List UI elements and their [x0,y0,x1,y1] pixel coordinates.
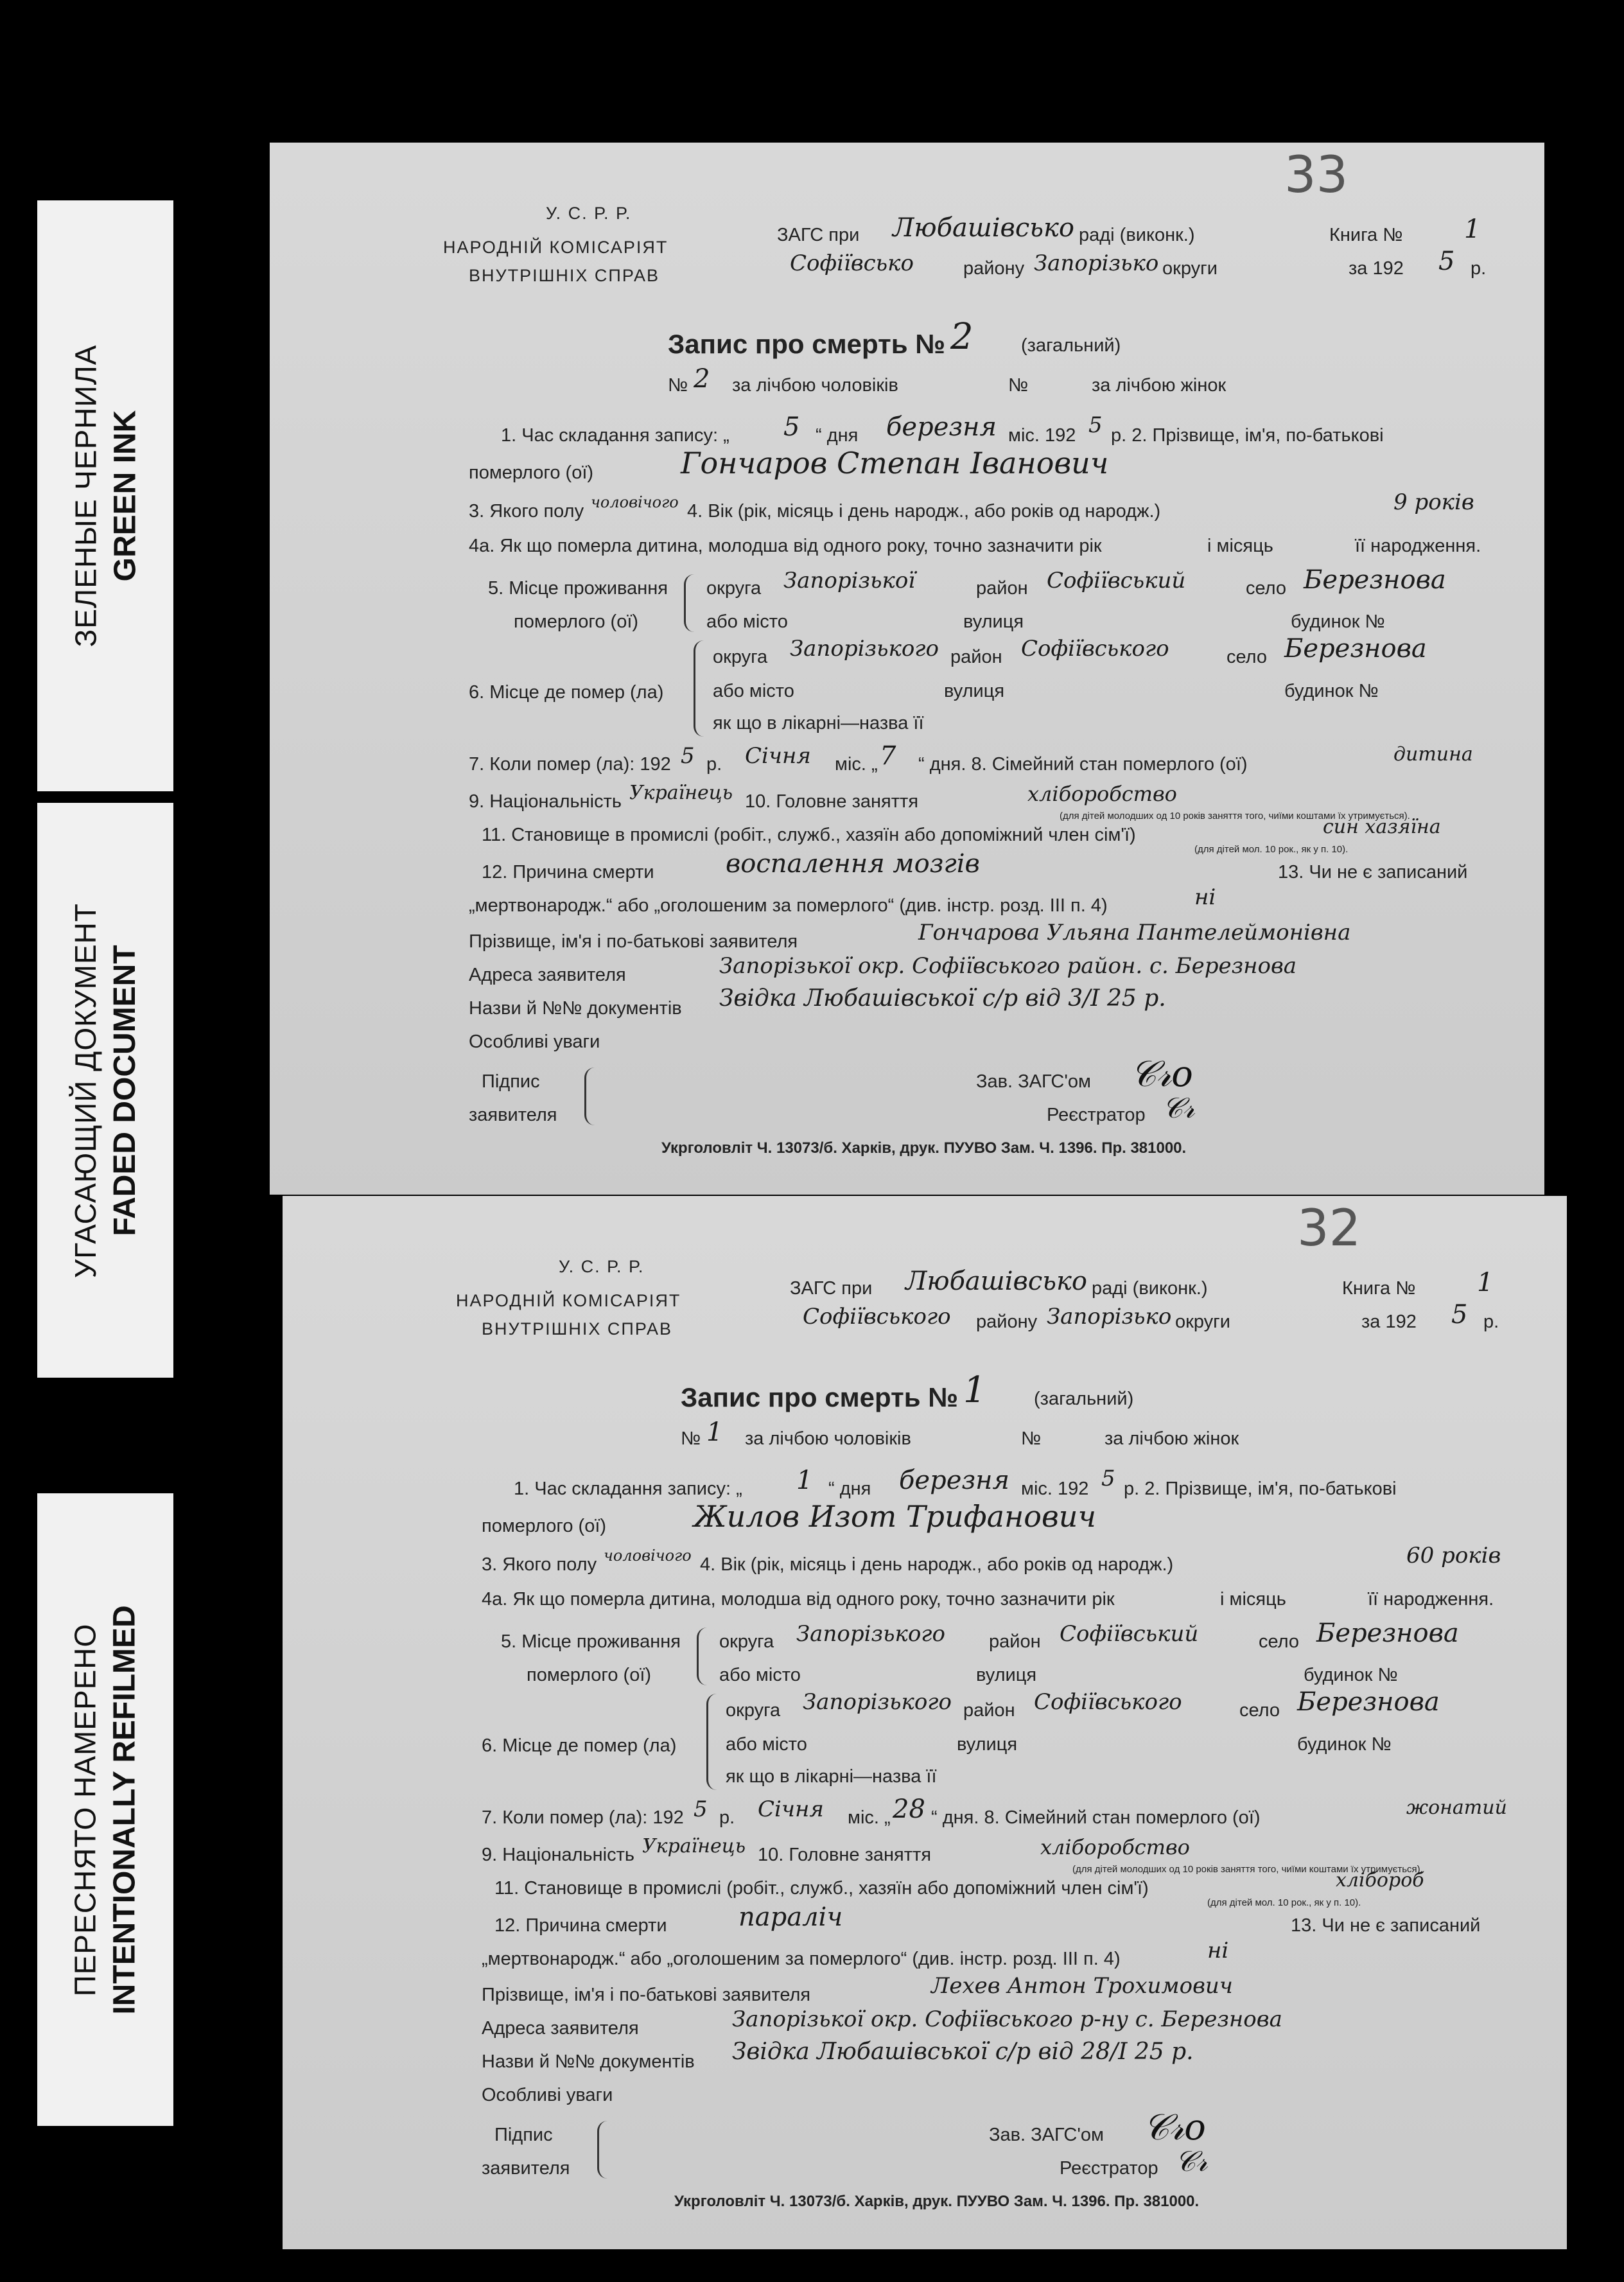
field-6-selo: Березнова [1297,1687,1440,1717]
signature-label-2: заявителя [482,2158,570,2179]
header-commissariat-dept: ВНУТРІШНІХ СПРАВ [482,1319,673,1338]
field-7-year: 5 [694,1796,708,1822]
field-6-raion-label: район [950,647,1002,667]
okruga-value: Запорізько [1034,250,1159,276]
field-8-label: “ дня. 8. Сімейний стан померлого (ої) [918,754,1248,775]
documents-value: Звідка Любашівської с/р від 3/І 25 р. [719,985,1166,1012]
field-5-selo-label: село [1246,578,1287,599]
field-5-brace [684,574,697,632]
signature-brace [597,2121,610,2179]
field-4a-end: її народження. [1368,1589,1494,1610]
field-7-month: Січня [758,1796,824,1822]
header-ussr: У. С. Р. Р. [546,204,632,223]
field-10-note: (для дітей молодших од 10 років заняття того, чиїми коштами їх утримується). [1060,811,1410,821]
count-female-label: за лічбою жінок [1092,375,1227,396]
field-5-selo: Березнова [1316,1619,1459,1648]
field-9-nationality: Українець [642,1835,746,1857]
field-6-selo-label: село [1239,1700,1280,1721]
field-7-year: 5 [681,743,695,769]
field-5-raion-label: район [976,578,1028,599]
field-6-street-label: вулиця [957,1734,1018,1755]
field-5-okruga-label: округа [706,578,762,599]
field-12-cause: воспалення мозгів [726,849,980,879]
address-label: Адреса заявителя [469,965,626,985]
side-label-refilmed [37,1493,173,2126]
field-5-label: 5. Місце проживання [501,1631,681,1652]
field-1-year: 5 [1101,1466,1115,1491]
notes-label: Особливі уваги [482,2085,613,2105]
count-female-no: № [1008,375,1029,396]
page-number: 33 [1284,146,1349,204]
field-3-label: 3. Якого полу [482,1554,597,1575]
field-6-misto-label: або місто [726,1734,807,1755]
field-11-note: (для дітей мол. 10 рок., як у п. 10). [1207,1897,1361,1908]
field-10-label: 10. Головне заняття [745,791,919,812]
field-5-selo-label: село [1259,1631,1300,1652]
okruga-value: Запорізько [1047,1304,1172,1330]
field-2-label: померлого (ої) [482,1516,607,1536]
field-7-label: 7. Коли помер (ла): 192 [469,754,671,775]
zags-council-suffix: раді (виконк.) [1079,225,1195,245]
side-label-green-ink [37,200,173,791]
signature-label-2: заявителя [469,1105,557,1125]
death-record-sheet [283,1196,1567,2249]
field-6-street-label: вулиця [944,681,1005,701]
field-6-hospital-label: як що в лікарні—назва її [713,713,924,733]
field-4-label: 4. Вік (рік, місяць і день народж., або років од народж.) [700,1554,1174,1575]
field-1-year: 5 [1088,412,1103,438]
count-no-label: № [681,1428,701,1449]
count-male-number: 2 [694,364,710,394]
field-6-okruga-label: округа [726,1700,781,1721]
registrar-signature: 𝒞𝓇 [1175,2145,1208,2178]
okruga-label: округи [1175,1312,1230,1332]
field-6-raion-label: район [963,1700,1015,1721]
field-6-brace [706,1694,719,1790]
book-number: 1 [1464,215,1481,244]
field-4-label: 4. Вік (рік, місяць і день народж., або років од народж.) [687,501,1161,522]
side-label-ru: УГАСАЮЩИЙ ДОКУМЕНТ [69,902,102,1278]
okruga-label: округи [1162,258,1218,279]
district-value: Софіївсько [790,250,914,276]
zags-council: Любашівсько [905,1267,1087,1296]
field-4a-month: і місяць [1220,1589,1286,1610]
side-label-en: INTENTIONALLY REFILMED [108,1604,143,2015]
declarant-name: Гончарова Ульяна Пантелеймонівна [918,920,1351,945]
header-ussr: У. С. Р. Р. [559,1257,645,1276]
district-label: району [976,1312,1038,1332]
book-label: Книга № [1342,1278,1416,1299]
field-6-house-label: будинок № [1284,681,1379,701]
field-5-label2: померлого (ої) [514,611,639,632]
side-label-en: GREEN INK [108,410,143,582]
record-title: Запис про смерть № [668,329,945,359]
field-1-label: 1. Час складання запису: „ [514,1479,742,1499]
field-13-question: „мертвонародж.“ або „оголошеним за померлого“ (див. інстр. розд. III п. 4) [482,1949,1121,1969]
registrar-label: Реєстратор [1060,2158,1158,2179]
district-value: Софіївського [803,1304,951,1330]
field-6-okruga: Запорізького [790,636,939,662]
print-footer: Укрголовліт Ч. 13073/б. Харків, друк. ПУУВО Зам. Ч. 1396. Пр. 381000. [674,2193,1200,2210]
field-1-day-label: “ дня [816,425,859,446]
record-title-suffix: (загальний) [1021,335,1121,356]
book-number: 1 [1477,1268,1494,1297]
field-5-selo: Березнова [1304,565,1446,595]
year-suffix: р. [1471,258,1487,279]
field-5-label2: померлого (ої) [527,1665,652,1685]
field-2-name: Гончаров Степан Іванович [681,446,1109,480]
year-label: за 192 [1349,258,1404,279]
record-number: 2 [950,316,974,358]
field-6-raion: Софіївського [1021,636,1169,662]
field-13-question: „мертвонародж.“ або „оголошеним за померлого“ (див. інстр. розд. III п. 4) [469,895,1108,916]
field-5-raion-label: район [989,1631,1041,1652]
field-6-brace [694,640,706,737]
declarant-name: Лехев Антон Трохимович [931,1973,1233,1999]
field-13-label: 13. Чи не є записаний [1291,1915,1481,1936]
field-6-hospital-label: як що в лікарні—назва її [726,1766,937,1787]
field-4-age: 60 років [1406,1543,1501,1568]
field-11-note: (для дітей мол. 10 рок., як у п. 10). [1194,844,1349,855]
field-6-label: 6. Місце де помер (ла) [469,682,664,703]
field-6-okruga: Запорізького [803,1689,952,1715]
field-1-month-label: міс. 192 [1021,1479,1089,1499]
field-5-okruga: Запорізького [796,1621,945,1647]
field-5-label: 5. Місце проживання [488,578,668,599]
year-label: за 192 [1361,1312,1417,1332]
field-7-r: р. [706,754,722,775]
field-6-label: 6. Місце де помер (ла) [482,1735,677,1756]
field-5-misto-label: або місто [719,1665,801,1685]
zags-head-signature: 𝒞𝓇𝑜 [1130,1053,1193,1095]
book-label: Книга № [1329,225,1403,245]
field-11-label: 11. Становище в промислі (робіт., служб., хазяїн або допоміжний член сім'ї) [494,1878,1149,1899]
field-5-okruga-label: округа [719,1631,774,1652]
record-title-suffix: (загальний) [1034,1389,1134,1409]
zags-council-suffix: раді (виконк.) [1092,1278,1208,1299]
field-5-street-label: вулиця [963,611,1024,632]
count-male-label: за лічбою чоловіків [732,375,898,396]
record-title: Запис про смерть № [681,1382,958,1412]
field-11-label: 11. Становище в промислі (робіт., служб., хазяїн або допоміжний член сім'ї) [482,825,1136,845]
header-commissariat: НАРОДНІЙ КОМІСАРІЯТ [443,238,668,257]
year-suffix: р. [1483,1312,1499,1332]
field-1-rest: р. 2. Прізвище, ім'я, по-батькові [1124,1479,1397,1499]
side-label-faded-document [37,803,173,1378]
field-4a-label: 4а. Як що померла дитина, молодша від одного року, точно зазначити рік [469,536,1102,556]
field-6-misto-label: або місто [713,681,794,701]
field-6-selo-label: село [1227,647,1268,667]
field-8-label: “ дня. 8. Сімейний стан померлого (ої) [931,1807,1261,1828]
field-10-note: (для дітей молодших од 10 років заняття того, чиїми коштами їх утримується). [1072,1864,1423,1875]
page-number: 32 [1297,1200,1361,1258]
field-5-raion: Софіївський [1060,1621,1199,1647]
field-4a-label: 4а. Як що померла дитина, молодша від одного року, точно зазначити рік [482,1589,1115,1610]
field-7-month: Січня [745,743,811,769]
zags-label: ЗАГС при [790,1278,873,1299]
year-value: 5 [1451,1300,1468,1330]
header-commissariat-dept: ВНУТРІШНІХ СПРАВ [469,266,660,285]
field-1-day-label: “ дня [828,1479,871,1499]
field-7-r: р. [719,1807,735,1828]
field-12-label: 12. Причина смерти [482,862,654,882]
field-7-month-label: міс. „ [848,1807,891,1828]
print-footer: Укрголовліт Ч. 13073/б. Харків, друк. ПУУВО Зам. Ч. 1396. Пр. 381000. [661,1139,1187,1157]
field-13-value: ні [1194,884,1216,910]
field-10-occupation: хліборобство [1040,1835,1190,1859]
field-6-raion: Софіївського [1034,1689,1182,1715]
signature-label: Підпис [494,2125,553,2145]
documents-label: Назви й №№ документів [469,998,682,1019]
count-male-label: за лічбою чоловіків [745,1428,911,1449]
field-8-marital: дитина [1393,743,1473,766]
address-label: Адреса заявителя [482,2018,639,2039]
zags-council: Любашівсько [893,213,1074,243]
field-5-street-label: вулиця [976,1665,1037,1685]
side-label-ru: ЗЕЛЕНЫЕ ЧЕРНИЛА [69,344,103,647]
field-1-month: березня [899,1466,1010,1495]
field-5-okruga: Запорізької [783,568,916,593]
field-5-misto-label: або місто [706,611,788,632]
signature-brace [584,1067,597,1125]
field-4-age: 9 років [1393,489,1474,515]
field-7-label: 7. Коли помер (ла): 192 [482,1807,684,1828]
death-record-sheet [270,143,1544,1195]
field-8-marital: жонатий [1406,1796,1507,1819]
field-13-label: 13. Чи не є записаний [1278,862,1468,882]
field-3-sex: чоловічого [604,1547,692,1565]
zags-head-label: Зав. ЗАГС'ом [976,1071,1091,1092]
field-11-value: хлібороб [1336,1869,1424,1891]
field-5-house-label: будинок № [1304,1665,1398,1685]
field-1-month-label: міс. 192 [1008,425,1076,446]
side-label-ru: ПЕРЕСНЯТО НАМЕРЕНО [69,1623,103,1996]
zags-head-signature: 𝒞𝓇𝑜 [1143,2107,1206,2148]
field-3-label: 3. Якого полу [469,501,584,522]
zags-head-label: Зав. ЗАГС'ом [989,2125,1104,2145]
declarant-label: Прізвище, ім'я і по-батькові заявителя [469,931,798,952]
field-1-day: 5 [783,412,800,442]
field-3-sex: чоловічого [591,493,679,511]
field-1-day: 1 [796,1466,813,1495]
district-label: району [963,258,1025,279]
field-1-label: 1. Час складання запису: „ [501,425,729,446]
field-12-cause: параліч [738,1902,843,1932]
field-2-label: померлого (ої) [469,462,594,483]
field-1-month: березня [886,412,997,442]
field-13-value: ні [1207,1938,1229,1963]
field-7-month-label: міс. „ [835,754,878,775]
count-male-number: 1 [706,1417,723,1447]
zags-label: ЗАГС при [777,225,860,245]
field-5-raion: Софіївський [1047,568,1186,593]
field-5-brace [697,1628,710,1685]
declarant-label: Прізвище, ім'я і по-батькові заявителя [482,1985,811,2005]
field-6-house-label: будинок № [1297,1734,1392,1755]
documents-value: Звідка Любашівської с/р від 28/І 25 р. [732,2039,1194,2065]
count-female-no: № [1021,1428,1042,1449]
address-value: Запорізької окр. Софіївського район. с. Березнова [719,953,1297,979]
field-5-house-label: будинок № [1291,611,1385,632]
field-1-rest: р. 2. Прізвище, ім'я, по-батькові [1111,425,1384,446]
field-10-label: 10. Головне заняття [758,1845,932,1865]
header-commissariat: НАРОДНІЙ КОМІСАРІЯТ [456,1291,681,1310]
field-12-label: 12. Причина смерти [494,1915,667,1936]
count-no-label: № [668,375,688,396]
registrar-label: Реєстратор [1047,1105,1146,1125]
count-female-label: за лічбою жінок [1104,1428,1239,1449]
signature-label: Підпис [482,1071,540,1092]
side-label-en: FADED DOCUMENT [108,944,142,1236]
field-10-occupation: хліборобство [1027,782,1177,806]
field-11-value: син хазяїна [1323,816,1441,838]
field-7-day: 7 [880,741,896,771]
notes-label: Особливі уваги [469,1031,600,1052]
field-4a-month: і місяць [1207,536,1273,556]
field-6-selo: Березнова [1284,634,1427,663]
address-value: Запорізької окр. Софіївського р-ну с. Березнова [732,2006,1282,2032]
record-number: 1 [963,1369,986,1411]
field-4a-end: її народження. [1355,536,1481,556]
field-9-label: 9. Національність [469,791,622,812]
year-value: 5 [1438,247,1455,276]
registrar-signature: 𝒞𝓇 [1162,1092,1195,1125]
field-2-name: Жилов Изот Трифанович [694,1499,1097,1534]
field-6-okruga-label: округа [713,647,768,667]
documents-label: Назви й №№ документів [482,2051,695,2072]
field-9-nationality: Українець [629,782,733,804]
field-9-label: 9. Національність [482,1845,635,1865]
field-7-day: 28 [893,1795,925,1824]
